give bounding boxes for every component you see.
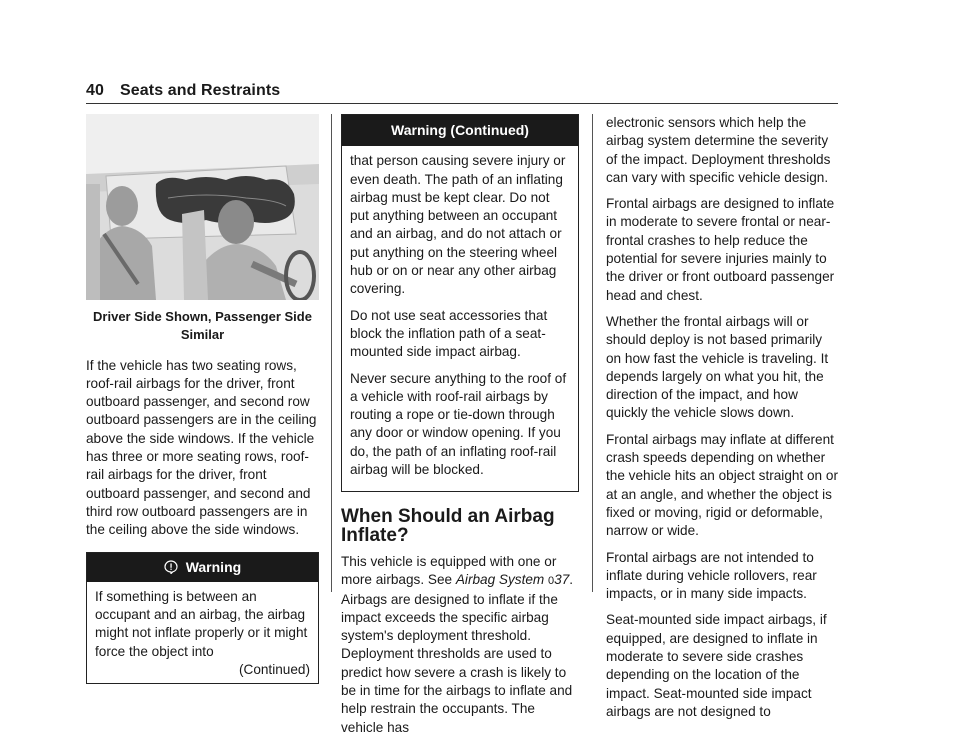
column-divider (592, 114, 593, 592)
continued-label: (Continued) (238, 662, 310, 678)
warning-icon (164, 559, 186, 575)
warning-continued-header: Warning (Continued) (342, 115, 578, 146)
roof-rail-paragraph: If the vehicle has two seating rows, roof-rail airbags for the driver, front outboard passenger, and second row outboard passengers are in the ceiling above the side windows. If the vehicle has three or more seating rows, roof-rail airbags for the driver, front outboard passenger, and second and third row outboard passengers are in the ceiling above the side windows. (86, 357, 317, 538)
warning-body (87, 582, 318, 683)
airbag-illustration-graphic (86, 114, 319, 300)
airbag-illustration (86, 114, 319, 300)
section-heading: When Should an Airbag Inflate? (341, 506, 555, 546)
cross-reference-link[interactable]: Airbag System (455, 572, 545, 588)
body-paragraph: Frontal airbags are designed to inflate in moderate to severe frontal or near-frontal crashes to help reduce the potential for severe injuries mainly to the driver or front outboard passenger head and chest. (606, 196, 835, 303)
page-ref-number: 37 (554, 572, 570, 588)
warning-title: Warning (185, 558, 242, 575)
warning-continued-body (342, 146, 578, 491)
paragraph-text: This vehicle is equipped with one or more airbags. See (341, 553, 557, 588)
warning-paragraph: Never secure anything to the roof of a vehicle with roof-rail airbags by routing a rope or tie-down through any door or window opening. If you do, the path of an inflating roof-rail airbag will be blocked. (350, 370, 567, 478)
body-paragraph: Frontal airbags may inflate at different crash speeds depending on whether the vehicle hits an object straight on or at an angle, and whether the object is fixed or moving, rigid or deformable, narrow or wide. (606, 431, 838, 539)
figure-caption: Driver Side Shown, Passenger Side Similar (93, 309, 312, 343)
warning-paragraph: Do not use seat accessories that block the inflation path of a seat-mounted side impact airbag. (350, 307, 548, 360)
column-3 (606, 114, 840, 729)
body-paragraph: Seat-mounted side impact airbags, if equipped, are designed to inflate in moderate to severe side crashes depending on the location of the impact. Seat-mounted side impact airbags are not designed to (606, 612, 827, 719)
warning-continued-box (341, 114, 579, 492)
header-rule (86, 103, 838, 104)
section-title: Seats and Restraints (120, 82, 281, 99)
page-ref[interactable] (554, 572, 569, 587)
warning-paragraph: that person causing severe injury or even death. The path of an inflating airbag must be kept clear. Do not put anything between an occupant and an airbag, and do not attach or put anything on the steering wheel hub or on or near any other airbag covering. (350, 153, 566, 297)
paragraph-text: . Airbags are designed to inflate if the impact exceeds the specific airbag system's deployment threshold. Deployment thresholds are used to predict how severe a crash is likely to be in time for the airbags to inflate and help restrain the occupants. The vehicle has (341, 572, 574, 735)
warning-header (87, 553, 318, 582)
column-1 (86, 114, 319, 684)
warning-text: If something is between an occupant and an airbag, the airbag might not inflate properly or it might force the object into (95, 588, 308, 659)
page-number: 40 (86, 82, 104, 99)
warning-box (86, 552, 319, 685)
body-paragraph: electronic sensors which help the airbag system determine the severity of the impact. Deployment thresholds can vary with specific vehicle design. (606, 115, 831, 185)
body-paragraph: Frontal airbags are not intended to inflate during vehicle rollovers, rear impacts, or in many side impacts. (606, 549, 817, 602)
column-2 (341, 114, 579, 745)
page-ref-symbol: 0 (548, 575, 555, 588)
body-paragraph: Whether the frontal airbags will or should deploy is not based primarily on how fast the vehicle is traveling. It depends largely on what you hit, the direction of the impact, and how quickly the vehicle slows down. (606, 313, 829, 421)
column-divider (331, 114, 332, 592)
airbag-inflate-paragraph (341, 553, 579, 737)
page-header (86, 82, 280, 100)
